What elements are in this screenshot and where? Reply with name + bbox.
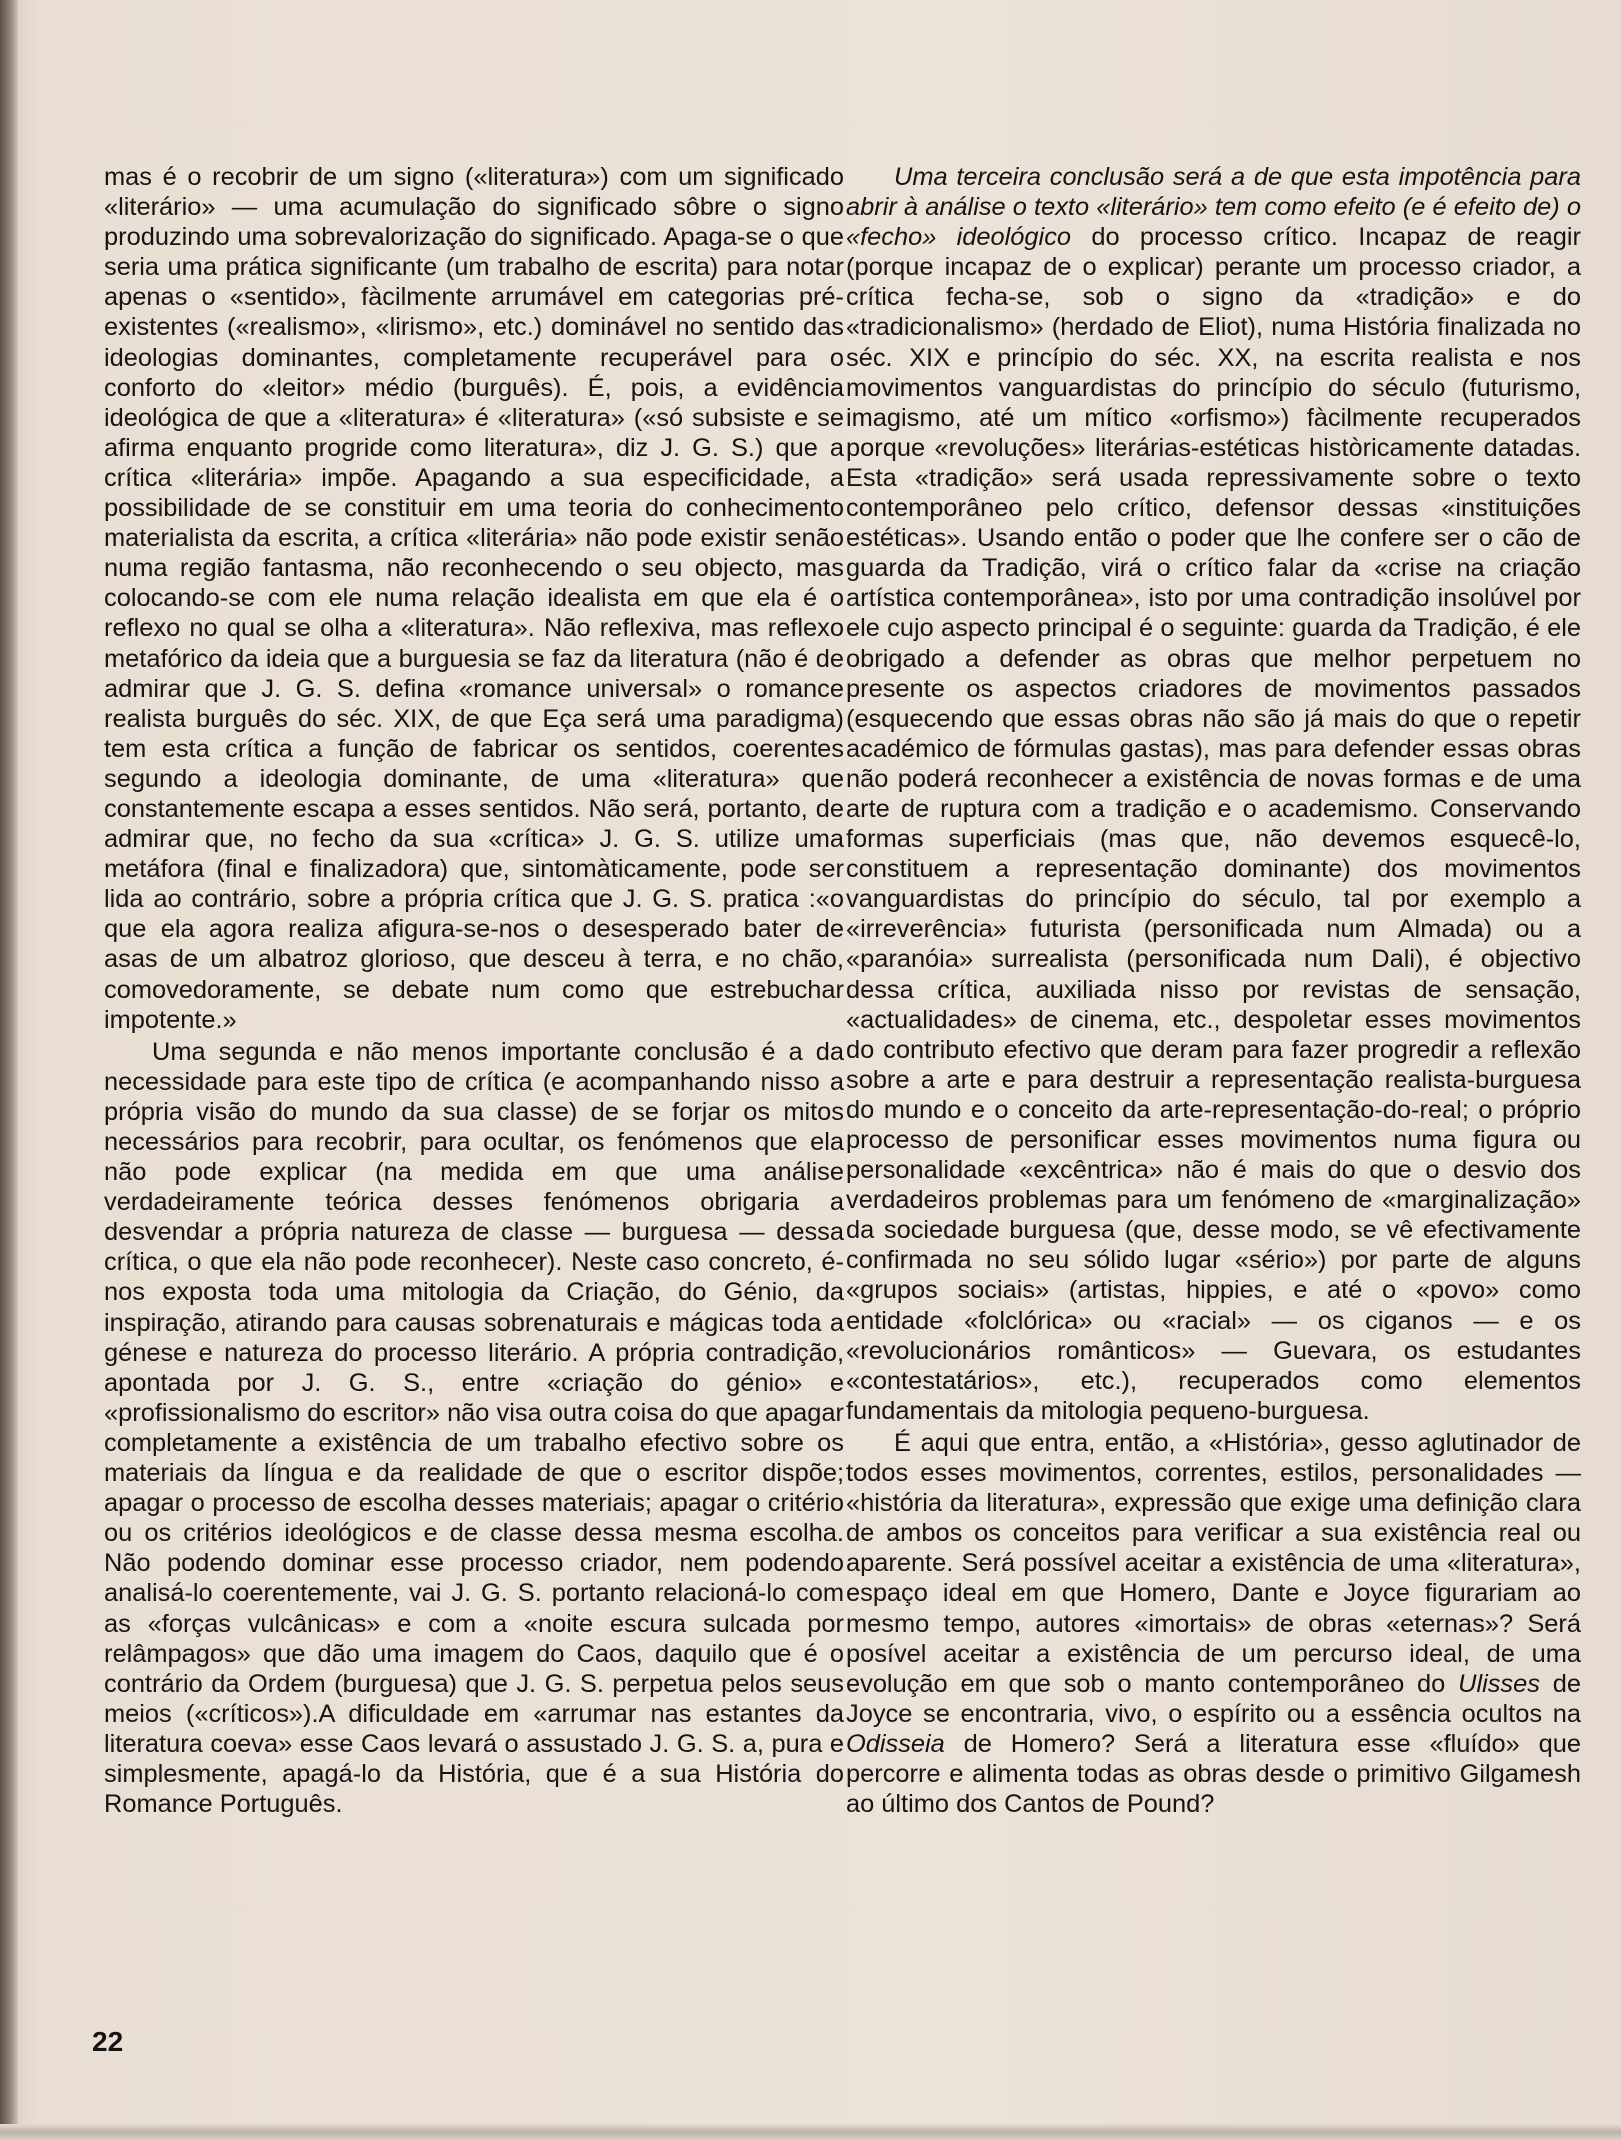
binding-edge: [0, 0, 18, 2140]
paragraph-text: de Homero? Será a literatura esse «fluído» que percorre e alimenta todas as obras desde o primitivo Gilgamesh ao último dos Cantos de Pound?: [846, 1729, 1581, 1819]
work-title: Odisseia: [846, 1729, 945, 1758]
page-bottom-edge: [0, 2124, 1621, 2140]
paragraph: [846, 1428, 1581, 1819]
right-column: [846, 162, 1581, 1819]
paragraph: [846, 162, 1581, 1426]
paragraph-text: É aqui que entra, então, a «História», gesso aglutinador de todos esses movimentos, correntes, estilos, personalidades — «história da literatura», expressão que exige uma definição clara de ambos os conceitos para verificar a sua existência real ou aparente. Será possível aceitar a existência de uma «literatura», espaço ideal em que Homero, Dante e Joyce figurariam ao mesmo tempo, autores «imortais» de obras «eternas»? Será posível aceitar a existência de um percurso ideal, de uma evolução em que sob o manto contemporâneo do: [846, 1428, 1581, 1698]
paragraph: Uma segunda e não menos importante conclusão é a da necessidade para este tipo de crítica (e acompanhando nisso a própria visão do mundo da sua classe) de se forjar os mitos necessários para recobrir, para ocultar, os fenómenos que ela não pode explicar (na medida em que uma análise verdadeiramente teórica desses fenómenos obrigaria a desvendar a própria natureza de classe — burguesa — dessa crítica, o que ela não pode reconhecer). Neste caso concreto, é-nos exposta toda uma mitologia da Criação, do Génio, da inspiração, atirando para causas sobrenaturais e mágicas toda a génese e natureza do processo literário. A própria contradição, apontada por J. G. S., entre «criação do génio» e «profissionalismo do escritor» não visa outra coisa do que apagar completamente a existência de um trabalho efectivo sobre os materiais da língua e da realidade de que o escritor dispõe; apagar o processo de escolha desses materiais; apagar o critério ou os critérios ideológicos e de classe dessa mesma escolha. Não podendo dominar esse processo criador, nem podendo analisá-lo coerentemente, vai J. G. S. portanto relacioná-lo com as «forças vulcânicas» e com a «noite escura sulcada por relâmpagos» que dão uma imagem do Caos, daquilo que é o contrário da Ordem (burguesa) que J. G. S. perpetua pelos seus meios («críticos»).A dificuldade em «arrumar nas estantes da literatura coeva» esse Caos levará o assustado J. G. S. a, pura e simplesmente, apagá-lo da História, que é a sua História do Romance Português.: [104, 1037, 844, 1819]
paragraph: mas é o recobrir de um signo («literatura») com um significado «literário» — uma acumulação do significado sôbre o signo produzindo uma sobrevalorização do significado. Apaga-se o que seria uma prática significante (um trabalho de escrita) para notar apenas o «sentido», fàcilmente arrumável em categorias pré-existentes («realismo», «lirismo», etc.) dominável no sentido das ideologias dominantes, completamente recuperável para o conforto do «leitor» médio (burguês). É, pois, a evidência ideológica de que a «literatura» é «literatura» («só subsiste e se afirma enquanto progride como literatura», diz J. G. S.) que a crítica «literária» impõe. Apagando a sua especificidade, a possibilidade de se constituir em uma teoria do conhecimento materialista da escrita, a crítica «literária» não pode existir senão numa região fantasma, não reconhecendo o seu objecto, mas colocando-se com ele numa relação idealista em que ela é o reflexo no qual se olha a «literatura». Não reflexiva, mas reflexo metafórico da ideia que a burguesia se faz da literatura (não é de admirar que J. G. S. defina «romance universal» o romance realista burguês do séc. XIX, de que Eça será uma paradigma) tem esta crítica a função de fabricar os sentidos, coerentes segundo a ideologia dominante, de uma «literatura» que constantemente escapa a esses sentidos. Não será, portanto, de admirar que, no fecho da sua «crítica» J. G. S. utilize uma metáfora (final e finalizadora) que, sintomàticamente, pode ser lida ao contrário, sobre a própria crítica que J. G. S. pratica :«o que ela agora realiza afigura-se-nos o desesperado bater de asas de um albatroz glorioso, que desceu à terra, e no chão, comovedoramente, se debate num como que estrebuchar impotente.»: [104, 163, 844, 1034]
paragraph-text: do processo crítico. Incapaz de reagir (porque incapaz de o explicar) perante um processo criador, a crítica fecha-se, sob o signo da «tradição» e do «tradicionalismo» (herdado de Eliot), numa História finalizada no séc. XIX e princípio do séc. XX, na escrita realista e nos movimentos vanguardistas do princípio do século (futurismo, imagismo, até um mítico «orfismo») fàcilmente recuperados porque «revoluções» literárias-estéticas històricamente datadas. Esta «tradição» será usada repressivamente sobre o texto contemporâneo pelo crítico, defensor dessas «instituições estéticas». Usando então o poder que lhe confere ser o cão de guarda da Tradição, virá o crítico falar da «crise na criação artística contemporânea», isto por uma contradição insolúvel por ele cujo aspecto principal é o seguinte: guarda da Tradição, é ele obrigado a defender as obras que melhor perpetuem no presente os aspectos criadores de movimentos passados (esquecendo que essas obras não são já mais do que o repetir académico de fórmulas gastas), mas para defender essas obras não poderá reconhecer a existência de novas formas e de uma arte de ruptura com a tradição e o academismo. Conservando formas superficiais (mas que, não devemos esquecê-lo, constituem a representação dominante) dos movimentos vanguardistas do princípio do século, tal por exemplo a «irreverência» futurista (personificada num Almada) ou a «paranóia» surrealista (personificada num Dali), é objectivo dessa crítica, auxiliada nisso por revistas de sensação, «actualidades» de cinema, etc., despoletar esses movimentos do contributo efectivo que deram para fazer progredir a reflexão sobre a arte e para destruir a representação realista-burguesa do mundo e o conceito da arte-representação-do-real; o próprio processo de personificar esses movimentos numa figura ou personalidade «excêntrica» não é mais do que o desvio dos verdadeiros problemas para um fenómeno de «marginalização» da sociedade burguesa (que, desse modo, se vê efectivamente confirmada no seu sólido lugar «sério») por parte de alguns «grupos sociais» (artistas, hippies, e até o «povo» como entidade «folclórica» ou «racial» — os ciganos — e os «revolucionários românticos» — Guevara, os estudantes «contestatários», etc.), recuperados como elementos fundamentais da mitologia pequeno-burguesa.: [846, 223, 1581, 1425]
page-number: 22: [92, 2026, 124, 2057]
paragraph-text: de Joyce se encontraria, vivo, o espírito ou a essência ocultos na: [846, 1669, 1581, 1728]
left-column: [104, 162, 844, 1819]
work-title: Ulisses: [1458, 1669, 1540, 1698]
italic-passage: Uma terceira conclusão será a de que esta impotência para abrir à análise o texto «literário» tem como efeito (e é efeito de) o «fecho» ideológico: [846, 163, 1581, 252]
